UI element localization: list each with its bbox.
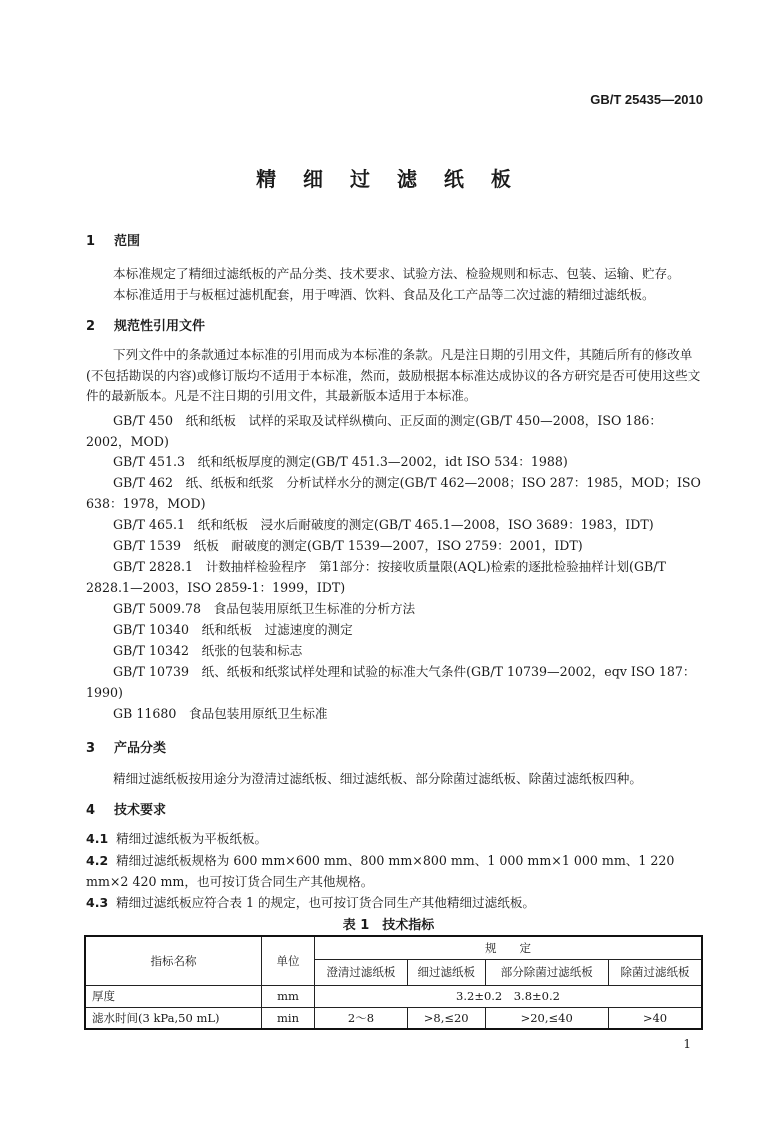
- reference-item: GB/T 450 纸和纸板 试样的采取及试样纵横向、正反面的测定(GB/T 450—2008，ISO 186：2002，MOD): [86, 413, 662, 449]
- header-col-fine: 细过滤纸板: [407, 959, 485, 985]
- header-col-partial-sterilizing: 部分除菌过滤纸板: [485, 959, 608, 985]
- row-value: >40: [608, 1007, 702, 1029]
- row-merged-value: 3.2±0.2 3.8±0.2: [315, 985, 703, 1007]
- section-heading-technical-requirements: 4 技术要求: [86, 803, 167, 818]
- reference-item: GB/T 5009.78 食品包装用原纸卫生标准的分析方法: [113, 601, 416, 616]
- row-unit: mm: [262, 985, 315, 1007]
- row-name: 滤水时间(3 kPa,50 mL): [85, 1007, 262, 1029]
- reference-item: GB/T 465.1 纸和纸板 浸水后耐破度的测定(GB/T 465.1—2008，ISO 3689：1983，IDT): [113, 517, 654, 532]
- row-value: >8,≤20: [407, 1007, 485, 1029]
- row-unit: min: [262, 1007, 315, 1029]
- reference-item: GB/T 10739 纸、纸板和纸浆试样处理和试验的标准大气条件(GB/T 10739—2002，eqv ISO 187：1990): [86, 664, 696, 700]
- section-heading-scope: 1 范围: [86, 234, 141, 249]
- header-specification: 规 定: [315, 936, 703, 959]
- reference-item: GB 11680 食品包装用原纸卫生标准: [113, 706, 328, 721]
- reference-item: GB/T 2828.1 计数抽样检验程序 第1部分：按接收质量限(AQL)检索的逐批检验抽样计划(GB/T 2828.1—2003，ISO 2859-1：1999，IDT): [86, 559, 666, 595]
- header-col-clarifying: 澄清过滤纸板: [315, 959, 408, 985]
- row-value: 2～8: [315, 1007, 408, 1029]
- section-heading-classification: 3 产品分类: [86, 741, 167, 756]
- row-value: >20,≤40: [485, 1007, 608, 1029]
- technical-specifications-table: [84, 935, 703, 1030]
- header-unit: 单位: [262, 936, 315, 985]
- scope-paragraph-1: 本标准规定了精细过滤纸板的产品分类、技术要求、试验方法、检验规则和标志、包装、运输、贮存。: [113, 266, 680, 281]
- header-col-sterilizing: 除菌过滤纸板: [608, 959, 702, 985]
- reference-item: GB/T 10342 纸张的包装和标志: [113, 643, 303, 658]
- clause-4-2: 4.2 精细过滤纸板规格为 600 mm×600 mm、800 mm×800 mm、1 000 mm×1 000 mm、1 220 mm×2 420 mm，也可按订货合同生产其他规格。: [86, 853, 675, 889]
- references-intro: 下列文件中的条款通过本标准的引用而成为本标准的条款。凡是注日期的引用文件，其随后所有的修改单(不包括勘误的内容)或修订版均不适用于本标准，然而，鼓励根据本标准达成协议的各方研究是否可使用这些文件的最新版本。凡是不注日期的引用文件，其最新版本适用于本标准。: [86, 347, 701, 403]
- table-row: [85, 985, 702, 1007]
- table-row: [85, 1007, 702, 1029]
- header-indicator-name: 指标名称: [85, 936, 262, 985]
- section-heading-normative-references: 2 规范性引用文件: [86, 319, 206, 334]
- row-name: 厚度: [85, 985, 262, 1007]
- clause-4-3: 4.3 精细过滤纸板应符合表 1 的规定，也可按订货合同生产其他精细过滤纸板。: [86, 895, 536, 910]
- clause-4-1: 4.1 精细过滤纸板为平板纸板。: [86, 831, 268, 846]
- page-number: 1: [683, 1037, 691, 1051]
- reference-item: GB/T 10340 纸和纸板 过滤速度的测定: [113, 622, 353, 637]
- classification-paragraph: 精细过滤纸板按用途分为澄清过滤纸板、细过滤纸板、部分除菌过滤纸板、除菌过滤纸板四种。: [113, 771, 642, 786]
- scope-paragraph-2: 本标准适用于与板框过滤机配套，用于啤酒、饮料、食品及化工产品等二次过滤的精细过滤纸板。: [113, 287, 655, 302]
- reference-item: GB/T 1539 纸板 耐破度的测定(GB/T 1539—2007，ISO 2759：2001，IDT): [113, 538, 583, 553]
- reference-item: GB/T 451.3 纸和纸板厚度的测定(GB/T 451.3—2002，idt ISO 534：1988): [113, 454, 568, 469]
- document-title: 精 细 过 滤 纸 板: [256, 167, 521, 191]
- table-caption: 表 1 技术指标: [342, 918, 435, 933]
- standard-number: GB/T 25435—2010: [590, 92, 703, 107]
- reference-item: GB/T 462 纸、纸板和纸浆 分析试样水分的测定(GB/T 462—2008；ISO 287：1985，MOD；ISO 638：1978，MOD): [86, 475, 701, 511]
